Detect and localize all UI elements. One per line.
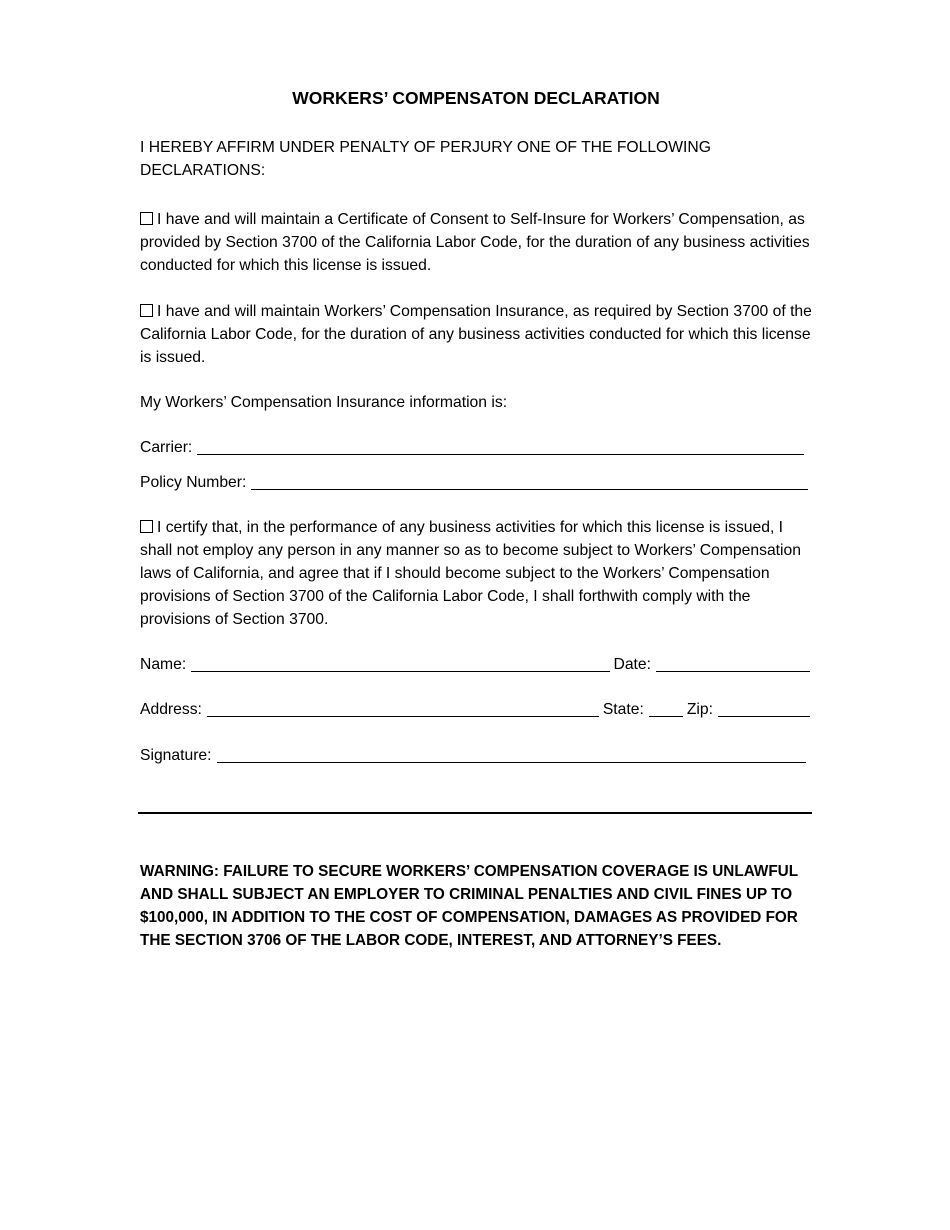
warning-notice: WARNING: FAILURE TO SECURE WORKERS’ COMPENSATION COVERAGE IS UNLAWFUL AND SHALL SUBJECT AN EMPLOYER TO CRIMINAL PENALTIES AND CIVIL FINES UP TO $100,000, IN ADDITION TO THE COST OF COMPENSATION, DAMAGES AS PROVIDED FOR THE SECTION 3706 OF THE LABOR CODE, INTEREST, AND ATTORNEY’S FEES. [140, 863, 798, 949]
carrier-label: Carrier: [140, 439, 193, 456]
insurance-option [140, 300, 812, 369]
exempt-option-text: I certify that, in the performance of any business activities for which this license is issued, I shall not employ any person in any manner so as to become subject to Workers’ Compensation laws of California, and agree that if I should become subject to the Workers’ Compensation provisions of Section 3700 of the California Labor Code, I shall forthwith comply with the provisions of Section 3700. [140, 519, 801, 628]
self-insure-option-text: I have and will maintain a Certificate of Consent to Self-Insure for Workers’ Compensation, as provided by Section 3700 of the California Labor Code, for the duration of any business activities conducted for which this license is issued. [140, 211, 810, 274]
state-field[interactable] [649, 699, 683, 717]
insurance-intro: My Workers’ Compensation Insurance information is: [140, 394, 508, 411]
exempt-checkbox-icon[interactable] [140, 520, 153, 533]
carrier-row [140, 436, 812, 459]
signature-field[interactable] [217, 745, 806, 763]
name-date-row [140, 653, 812, 676]
policy-number-field[interactable] [251, 472, 808, 490]
affirmation-text: I HEREBY AFFIRM UNDER PENALTY OF PERJURY ONE OF THE FOLLOWING DECLARATIONS: [140, 139, 711, 179]
date-field[interactable] [656, 654, 810, 672]
exempt-option [140, 516, 812, 631]
policy-number-label: Policy Number: [140, 474, 247, 491]
name-label: Name: [140, 656, 187, 673]
address-row [140, 698, 812, 721]
zip-label: Zip: [686, 701, 713, 718]
policy-number-row [140, 471, 812, 494]
page-title: WORKERS’ COMPENSATON DECLARATION [292, 88, 660, 108]
signature-row [140, 744, 812, 767]
declaration-page [140, 0, 812, 1230]
address-field[interactable] [207, 699, 599, 717]
address-label: Address: [140, 701, 202, 718]
self-insure-option [140, 208, 812, 277]
signature-label: Signature: [140, 747, 212, 764]
insurance-option-text: I have and will maintain Workers’ Compensation Insurance, as required by Section 3700 of the California Labor Code, for the duration of any business activities conducted for which this license is issued. [140, 303, 812, 366]
state-label: State: [602, 701, 644, 718]
date-label: Date: [613, 656, 651, 673]
self-insure-checkbox-icon[interactable] [140, 212, 153, 225]
zip-field[interactable] [718, 699, 810, 717]
carrier-field[interactable] [197, 437, 804, 455]
insurance-checkbox-icon[interactable] [140, 304, 153, 317]
name-field[interactable] [191, 654, 609, 672]
section-divider [138, 812, 812, 814]
